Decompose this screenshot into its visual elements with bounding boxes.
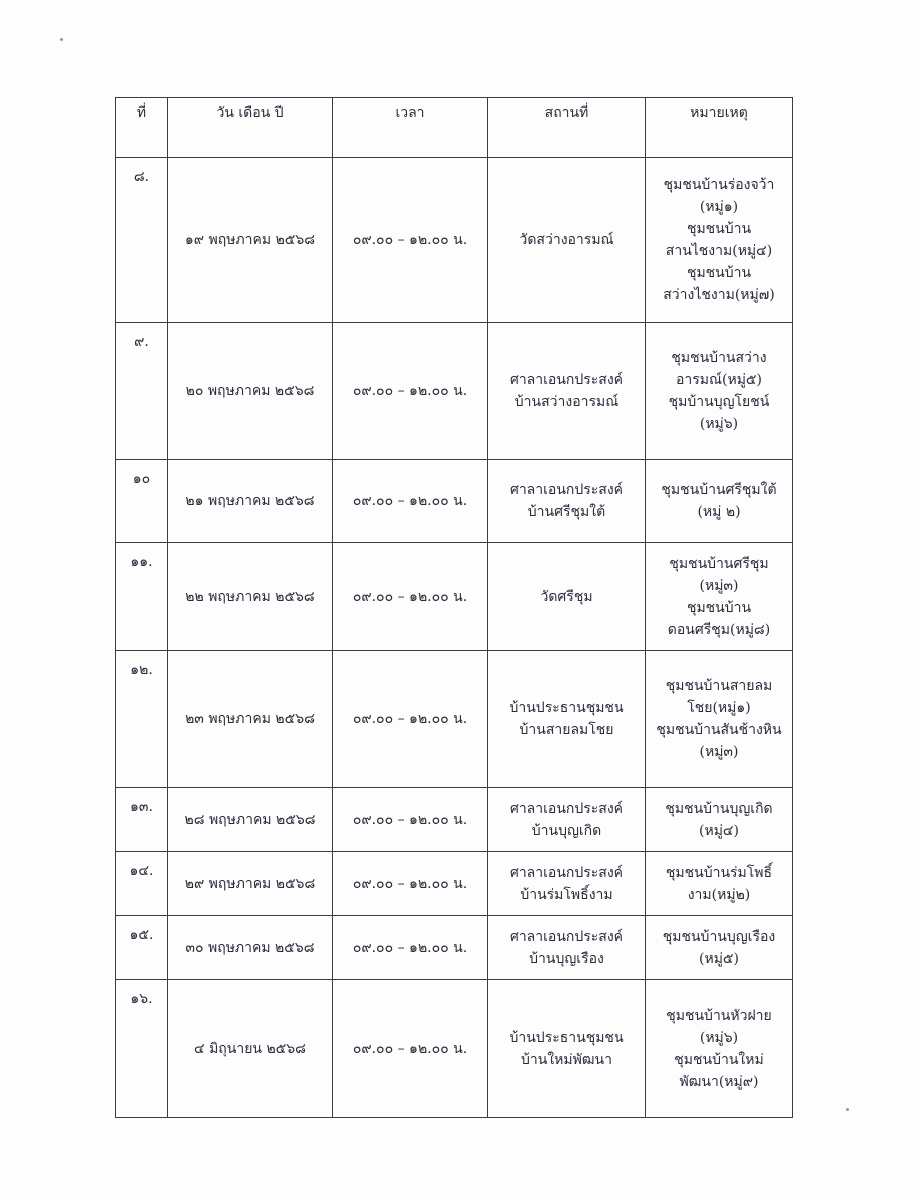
row-date: ๒๓ พฤษภาคม ๒๕๖๘ [168, 651, 333, 788]
row-number: ๑๑. [116, 543, 168, 651]
note-line: ชุมชนบ้านบุญเกิด [665, 800, 773, 817]
note-line: (หมู่๓) [699, 744, 739, 760]
scan-speck [60, 38, 63, 41]
note-line: (หมู่ ๒) [697, 504, 741, 520]
row-note [646, 158, 793, 323]
place-line: บ้านประธานชุมชน [509, 1029, 624, 1046]
row-date: ๒๑ พฤษภาคม ๒๕๖๘ [168, 460, 333, 543]
row-time: ๐๙.๐๐ – ๑๒.๐๐ น. [333, 980, 488, 1118]
scan-speck [846, 1108, 849, 1111]
row-place [488, 460, 646, 543]
row-place [488, 788, 646, 852]
row-date: ๒๒ พฤษภาคม ๒๕๖๘ [168, 543, 333, 651]
row-note [646, 788, 793, 852]
row-date: ๓๐ พฤษภาคม ๒๕๖๘ [168, 916, 333, 980]
note-line: สว่างไชงาม(หมู่๗) [663, 287, 775, 303]
note-line: ชุมชนบ้านศรีชุม [669, 555, 769, 572]
header-place: สถานที่ [488, 98, 646, 158]
row-number: ๑๖. [116, 980, 168, 1118]
note-line: (หมู่๔) [699, 822, 739, 839]
row-place [488, 980, 646, 1118]
row-note [646, 980, 793, 1118]
place-line: วัดสว่างอารมณ์ [519, 232, 614, 248]
place-line: บ้านศรีชุมใต้ [527, 504, 606, 520]
note-line: ชุมชนบ้านบุญเรือง [662, 928, 776, 945]
note-line: ชุมชนบ้าน [686, 221, 752, 237]
table-row [116, 852, 793, 916]
note-line: (หมู่๑) [699, 199, 739, 215]
note-line: ชุมบ้านบุญโยชน์ [668, 394, 770, 410]
row-note [646, 916, 793, 980]
place-line: บ้านประธานชุมชน [509, 700, 624, 716]
row-time: ๐๙.๐๐ – ๑๒.๐๐ น. [333, 158, 488, 323]
table-row [116, 158, 793, 323]
row-place [488, 916, 646, 980]
place-line: ศาลาเอนกประสงค์ [509, 928, 624, 945]
header-no: ที่ [116, 98, 168, 158]
row-place [488, 543, 646, 651]
note-line: (หมู่๓) [699, 577, 739, 594]
row-note [646, 323, 793, 460]
row-date: ๔ มิถุนายน ๒๕๖๘ [168, 980, 333, 1118]
place-line: ศาลาเอนกประสงค์ [509, 800, 624, 817]
table-row [116, 651, 793, 788]
row-number: ๑๐ [116, 460, 168, 543]
row-date: ๑๙ พฤษภาคม ๒๕๖๘ [168, 158, 333, 323]
note-line: งาม(หมู่๒) [687, 886, 751, 903]
row-place [488, 852, 646, 916]
table-row [116, 543, 793, 651]
place-line: ศาลาเอนกประสงค์ [509, 482, 624, 498]
place-line: ศาลาเอนกประสงค์ [509, 372, 624, 388]
place-line: วัดศรีชุม [540, 588, 593, 605]
row-time: ๐๙.๐๐ – ๑๒.๐๐ น. [333, 852, 488, 916]
row-place [488, 158, 646, 323]
row-time: ๐๙.๐๐ – ๑๒.๐๐ น. [333, 788, 488, 852]
table-row [116, 980, 793, 1118]
header-note: หมายเหตุ [646, 98, 793, 158]
schedule-table [115, 97, 793, 1118]
table-row [116, 788, 793, 852]
table-row [116, 460, 793, 543]
row-place [488, 651, 646, 788]
row-date: ๒๙ พฤษภาคม ๒๕๖๘ [168, 852, 333, 916]
place-line: ศาลาเอนกประสงค์ [509, 864, 624, 881]
row-place [488, 323, 646, 460]
row-date: ๒๐ พฤษภาคม ๒๕๖๘ [168, 323, 333, 460]
row-date: ๒๘ พฤษภาคม ๒๕๖๘ [168, 788, 333, 852]
row-time: ๐๙.๐๐ – ๑๒.๐๐ น. [333, 543, 488, 651]
note-line: ดอนศรีชุม(หมู่๘) [667, 621, 771, 638]
row-note [646, 460, 793, 543]
row-number: ๑๒. [116, 651, 168, 788]
row-note [646, 651, 793, 788]
table-body [116, 158, 793, 1118]
row-note [646, 852, 793, 916]
row-number: ๘. [116, 158, 168, 323]
row-time: ๐๙.๐๐ – ๑๒.๐๐ น. [333, 651, 488, 788]
row-number: ๑๓. [116, 788, 168, 852]
row-time: ๐๙.๐๐ – ๑๒.๐๐ น. [333, 916, 488, 980]
note-line: ชุมชนบ้านใหม่ [674, 1051, 764, 1068]
note-line: ชุมชนบ้านศรีชุมใต้ [661, 482, 777, 498]
row-time: ๐๙.๐๐ – ๑๒.๐๐ น. [333, 323, 488, 460]
place-line: บ้านบุญเกิด [531, 822, 602, 839]
note-line: โชย(หมู่๑) [687, 700, 751, 716]
note-line: พัฒนา(หมู่๙) [679, 1073, 759, 1090]
note-line: (หมู่๖) [699, 416, 739, 432]
note-line: สานไชงาม(หมู่๔) [665, 243, 773, 259]
row-note [646, 543, 793, 651]
row-number: ๑๔. [116, 852, 168, 916]
row-time: ๐๙.๐๐ – ๑๒.๐๐ น. [333, 460, 488, 543]
note-line: ชุมชนบ้าน [686, 599, 752, 616]
note-line: ชุมชนบ้านหัวฝาย [666, 1007, 772, 1024]
row-number: ๙. [116, 323, 168, 460]
place-line: บ้านใหม่พัฒนา [521, 1051, 612, 1068]
note-line: ชุมชนบ้านร่มโพธิ์ [665, 864, 773, 881]
place-line: บ้านสว่างอารมณ์ [514, 394, 619, 410]
note-line: (หมู่๖) [699, 1029, 739, 1046]
note-line: ชุมชนบ้าน [686, 265, 752, 281]
row-number: ๑๕. [116, 916, 168, 980]
header-date: วัน เดือน ปี [168, 98, 333, 158]
table-row [116, 323, 793, 460]
note-line: อารมณ์(หมู่๕) [676, 372, 762, 388]
note-line: ชุมชนบ้านสว่าง [671, 350, 767, 366]
place-line: บ้านบุญเรือง [529, 950, 604, 967]
place-line: บ้านร่มโพธิ์งาม [520, 886, 613, 903]
place-line: บ้านสายลมโชย [519, 722, 614, 738]
note-line: (หมู่๕) [699, 950, 739, 967]
note-line: ชุมชนบ้านร่องจว้า [663, 177, 775, 193]
table-header-row [116, 98, 793, 158]
table-row [116, 916, 793, 980]
note-line: ชุมชนบ้านสายลม [665, 678, 773, 694]
header-time: เวลา [333, 98, 488, 158]
note-line: ชุมชนบ้านสันช้างหิน [656, 722, 782, 738]
